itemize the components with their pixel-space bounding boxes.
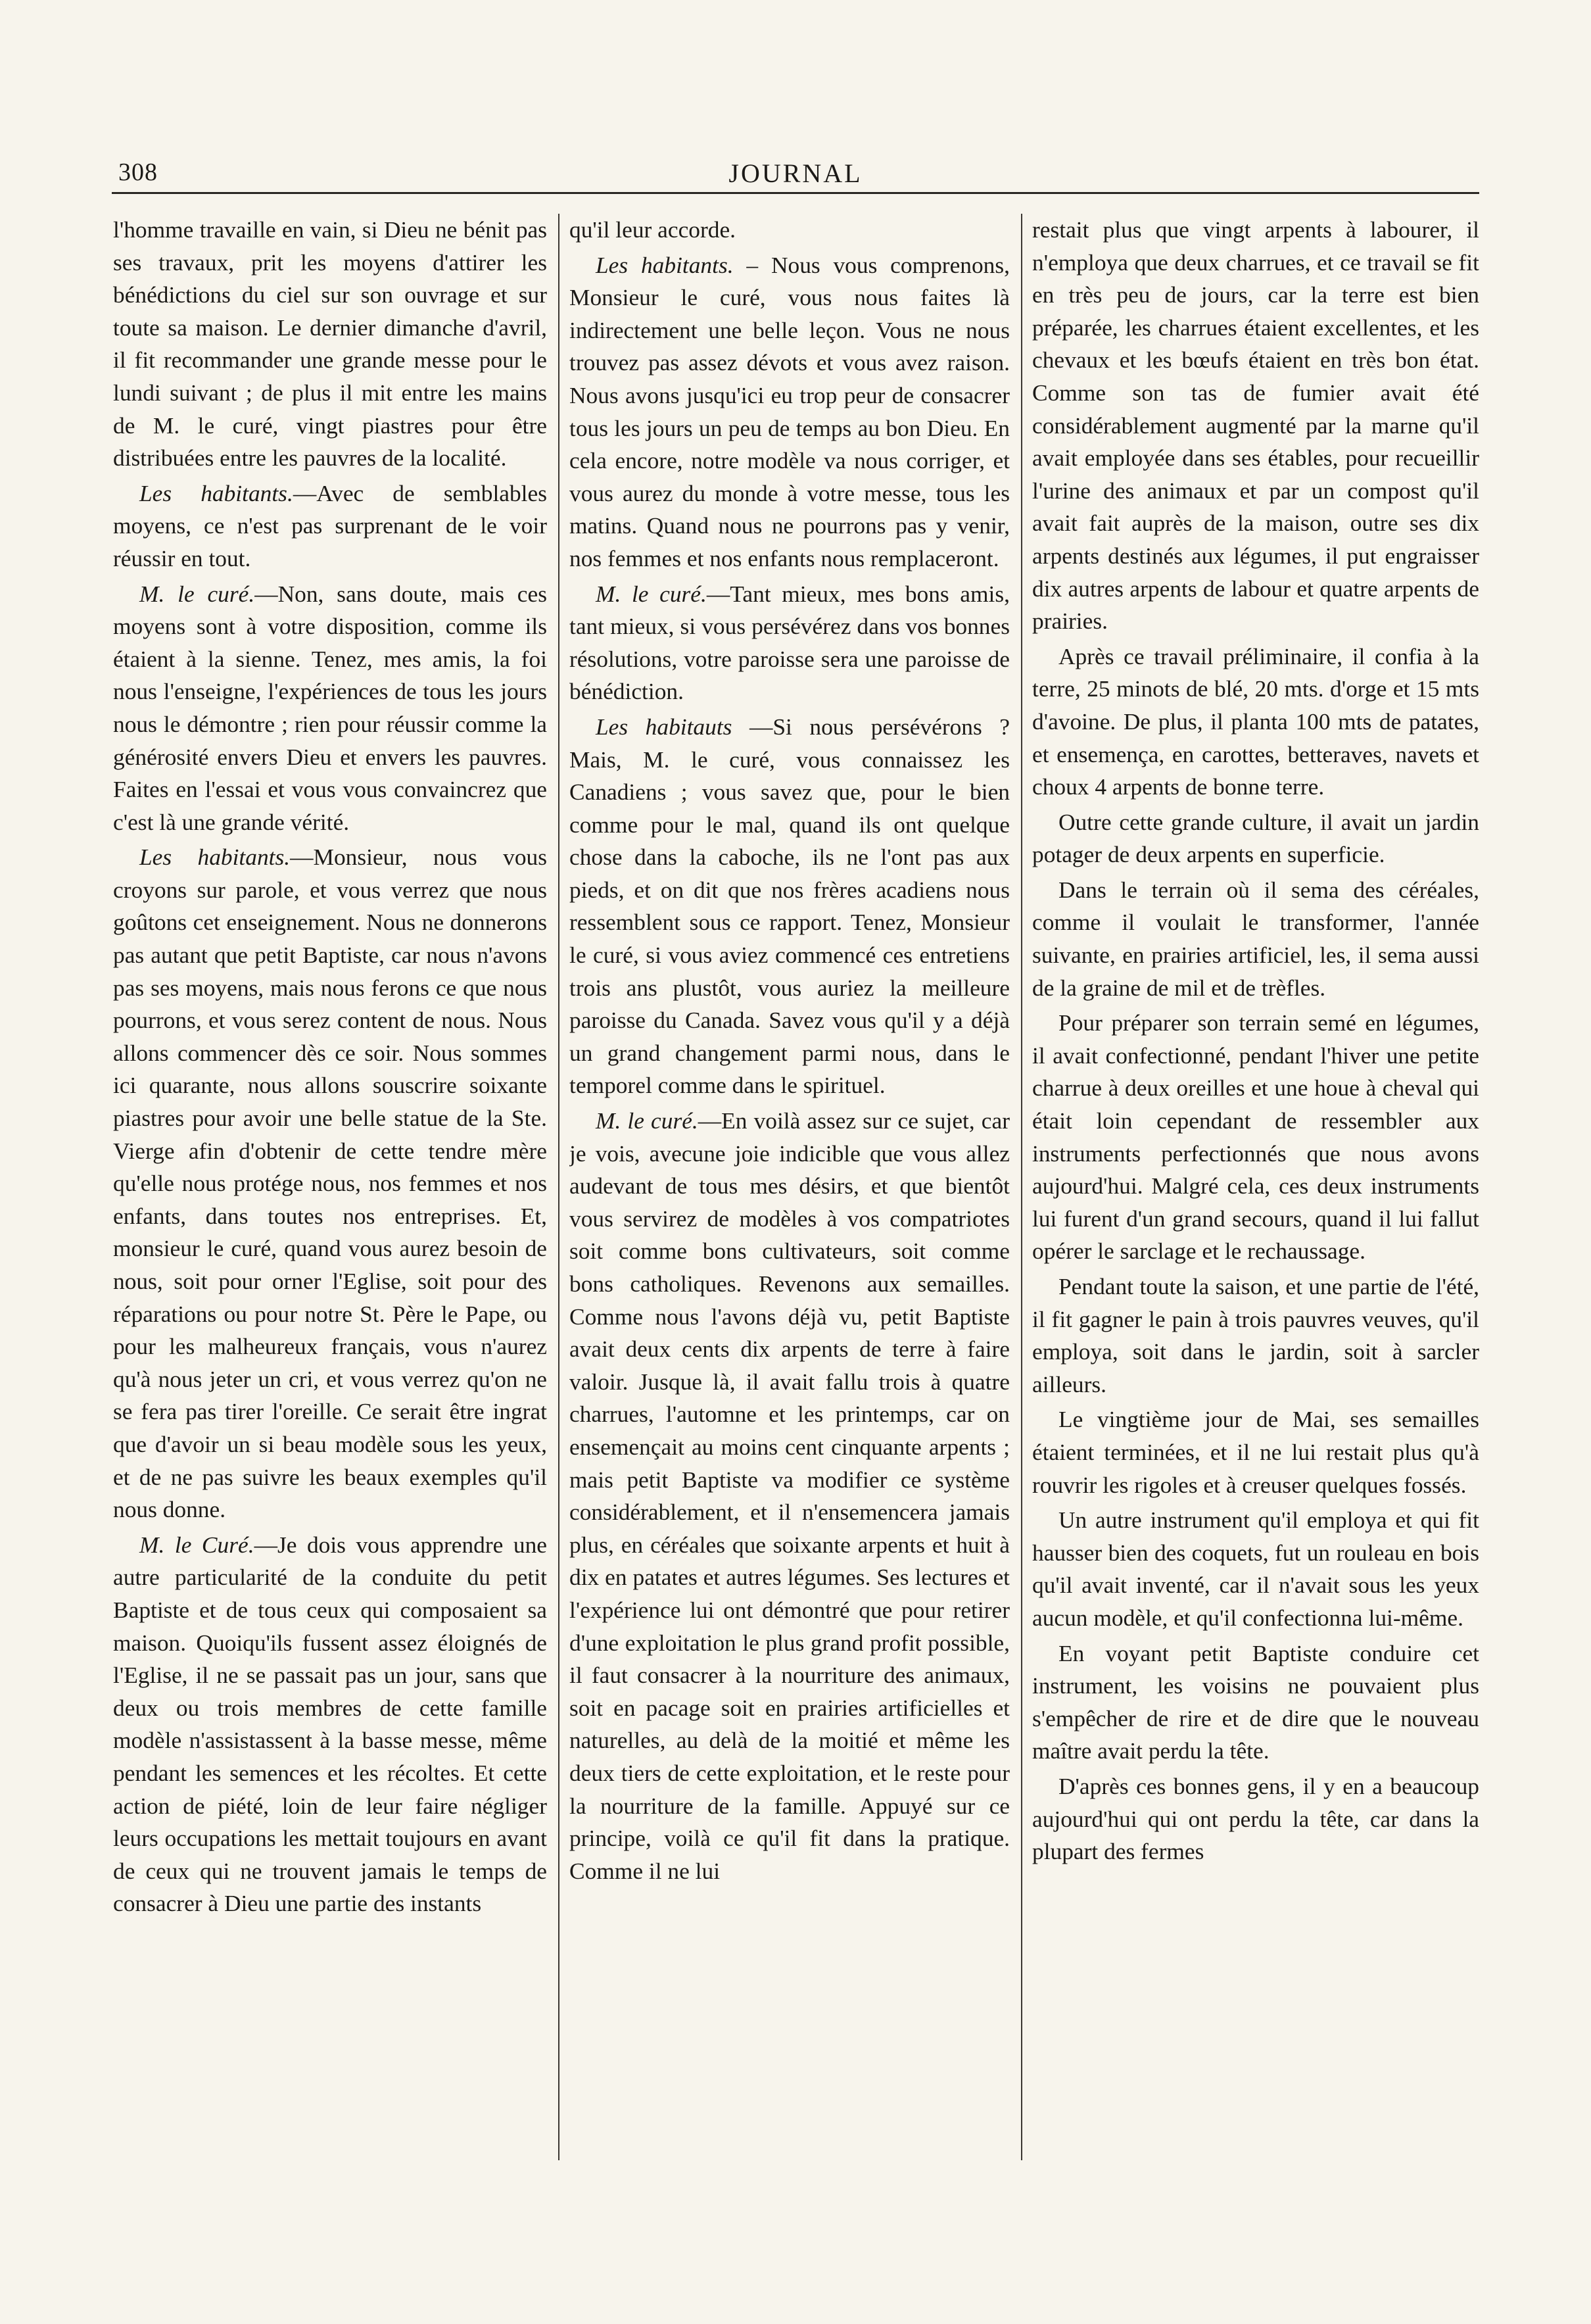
paragraph xyxy=(113,1529,547,1920)
paragraph xyxy=(569,214,1010,247)
running-title: JOURNAL xyxy=(728,158,863,188)
paragraph xyxy=(1032,1007,1479,1268)
paragraph-text: qu'il leur accorde. xyxy=(569,216,736,243)
paragraph xyxy=(569,711,1010,1102)
paragraph xyxy=(1032,214,1479,638)
speaker-label: M. le curé. xyxy=(139,580,255,607)
paragraph xyxy=(1032,641,1479,804)
paragraph xyxy=(1032,1637,1479,1768)
paragraph-text: l'homme travaille en vain, si Dieu ne bénit pas ses travaux, prit les moyens d'attirer les bénédictions du ciel sur son ouvrage et sur toute sa maison. Le dernier dimanche d'avril, il fit recommander une grande messe pour le lundi suivant ; de plus il mit entre les mains de M. le curé, vingt piastres pour être distribuées entre les pauvres de la localité. xyxy=(113,216,547,472)
speaker-label: M. le curé. xyxy=(596,580,707,607)
paragraph-text: Outre cette grande culture, il avait un jardin potager de deux arpents en superficie. xyxy=(1032,808,1479,868)
speaker-label: Les habitants. xyxy=(139,479,293,506)
paragraph xyxy=(113,214,547,475)
paragraph-text: —En voilà assez sur ce sujet, car je vois, avecune joie indicible que vous allez audevant de tous mes désirs, et que bientôt vous servirez de modèles à vos compatriotes soit comme bons cultivateurs, soit comme bons catholiques. Revenons aux semailles. Comme nous l'avons déjà vu, petit Baptiste avait deux cents dix arpents de terre à faire valoir. Jusque là, il avait fallu trois à quatre charrues, l'automne et les printemps, car on ensemençait au moins cent cinquante arpents ; mais petit Baptiste va modifier ce système considérablement, et il n'ensemencera jamais plus, en céréales que soixante arpents et huit à dix en patates et autres légumes. Ses lectures et l'expérience lui ont démontré que pour retirer d'une exploitation le plus grand profit possible, il faut consacrer à la nourriture des animaux, soit en pacage soit en prairies artificielles et naturelles, au delà de la moitié et même les deux tiers de cette exploitation, et le reste pour la nourriture de la famille. Appuyé sur ce principe, voilà ce qu'il fit dans la pratique. Comme il ne lui xyxy=(569,1107,1010,1884)
paragraph xyxy=(113,578,547,839)
text-column-3 xyxy=(1032,214,1479,2187)
paragraph xyxy=(569,249,1010,575)
paragraph-text: —Tant mieux, mes bons amis, tant mieux, si vous persévérez dans vos bonnes résolutions, votre paroisse sera une paroisse de bénédiction. xyxy=(569,580,1010,705)
paragraph-text: Un autre instrument qu'il employa et qui fit hausser bien des coquets, fut un rouleau en bois qu'il avait inventé, car il n'avait sous les yeux aucun modèle, et qu'il confectionna lui-même. xyxy=(1032,1507,1479,1631)
header-rule xyxy=(112,192,1479,194)
speaker-label: Les habitauts xyxy=(596,713,732,740)
speaker-label: Les habitants. xyxy=(596,251,734,278)
paragraph-text: —Avec de semblables moyens, ce n'est pas surprenant de le voir réussir en tout. xyxy=(113,479,547,571)
speaker-label: M. le curé. xyxy=(596,1107,698,1134)
paragraph xyxy=(1032,1504,1479,1634)
paragraph-text: Le vingtième jour de Mai, ses semailles étaient terminées, et il ne lui restait plus qu'à rouvrir les rigoles et à creuser quelques fossés. xyxy=(1032,1406,1479,1498)
paragraph-text: —Non, sans doute, mais ces moyens sont à votre disposition, comme ils étaient à la sienne. Tenez, mes amis, la foi nous l'enseigne, l'expériences de tous les jours nous le démontre ; rien pour réussir comme la générosité envers Dieu et envers les pauvres. Faites en l'essai et vous vous convaincrez que c'est là une grande vérité. xyxy=(113,580,547,835)
page-header xyxy=(112,158,1479,197)
paragraph-text: —Je dois vous apprendre une autre particularité de la conduite du petit Baptiste et de tous ceux qui composaient sa maison. Quoiqu'ils fussent assez éloignés de l'Eglise, il ne se passait pas un jour, sans que deux ou trois membres de cette famille modèle n'assistassent à la basse messe, même pendant les semences et les récoltes. Et cette action de piété, loin de leur faire négliger leurs occupations les mettait toujours en avant de ceux qui ne trouvent jamais le temps de consacrer à Dieu une partie des instants xyxy=(113,1531,547,1917)
paragraph xyxy=(1032,1770,1479,1868)
column-divider xyxy=(558,214,559,2160)
paragraph xyxy=(1032,1271,1479,1401)
paragraph-text: D'après ces bonnes gens, il y en a beaucoup aujourd'hui qui ont perdu la tête, car dans la plupart des fermes xyxy=(1032,1772,1479,1865)
paragraph xyxy=(569,578,1010,708)
column-divider xyxy=(1021,214,1022,2160)
paragraph xyxy=(1032,874,1479,1004)
paragraph-text: Pendant toute la saison, et une partie de l'été, il fit gagner le pain à trois pauvres veuves, qu'il employa, soit dans le jardin, soit à sarcler ailleurs. xyxy=(1032,1273,1479,1397)
paragraph-text: Pour préparer son terrain semé en légumes, il avait confectionné, pendant l'hiver une petite charrue à deux oreilles et une houe à cheval qui était loin cependant de ressembler aux instruments perfectionnés que nous avons aujourd'hui. Malgré cela, ces deux instruments lui furent d'un grand secours, quand il lui fallut opérer le sarclage et le rechaussage. xyxy=(1032,1009,1479,1265)
speaker-label: M. le Curé. xyxy=(139,1531,254,1558)
paragraph-text: – Nous vous comprenons, Monsieur le curé, vous nous faites là indirectement une belle leçon. Vous ne nous trouvez pas assez dévots et vous avez raison. Nous avons jusqu'ici eu trop peur de consacrer tous les jours un peu de temps au bon Dieu. En cela encore, notre modèle va nous corriger, et vous aurez du monde à votre messe, tous les matins. Quand nous ne pourrons pas y venir, nos femmes et nos enfants nous remplaceront. xyxy=(569,251,1010,571)
paragraph-text: Après ce travail préliminaire, il confia à la terre, 25 minots de blé, 20 mts. d'orge et 15 mts d'avoine. De plus, il planta 100 mts de patates, et ensemença, en carottes, betteraves, navets et choux 4 arpents de bonne terre. xyxy=(1032,642,1479,800)
paragraph xyxy=(113,841,547,1526)
paragraph xyxy=(569,1105,1010,1887)
page-number: 308 xyxy=(118,158,158,186)
paragraph-text: restait plus que vingt arpents à labourer, il n'employa que deux charrues, et ce travail se fit en très peu de jours, car la terre est bien préparée, les charrues étaient excellentes, et les chevaux et les bœufs étaient en très bon état. Comme son tas de fumier avait été considérablement augmenté par la marne qu'il avait employée dans ses étables, pour recueillir l'urine des animaux et par un compost qu'il avait fait auprès de la maison, outre ses dix arpents destinés aux légumes, il put engraisser dix autres arpents de labour et quatre arpents de prairies. xyxy=(1032,216,1479,635)
paragraph xyxy=(113,477,547,575)
paragraph-text: —Monsieur, nous vous croyons sur parole, et vous verrez que nous goûtons cet enseignement. Nous ne donnerons pas autant que petit Baptiste, car nous n'avons pas ses moyens, mais nous ferons ce que nous pourrons, et vous serez content de nous. Nous allons commencer dès ce soir. Nous sommes ici quarante, nous allons souscrire soixante piastres pour avoir une belle statue de la Ste. Vierge afin d'obtenir de cette tendre mère qu'elle nous protége nous, nos femmes et nos enfants, dans toutes nos entreprises. Et, monsieur le curé, quand vous aurez besoin de nous, soit pour orner l'Eglise, soit pour des réparations ou pour notre St. Père le Pape, ou pour les malheureux français, vous n'aurez qu'à nous jeter un cri, et vous verrez qu'on ne se fera pas tirer l'oreille. Ce serait être ingrat que d'avoir un si beau modèle sous les yeux, et de ne pas suivre les beaux exemples qu'il nous donne. xyxy=(113,844,547,1523)
speaker-label: Les habitants. xyxy=(139,844,291,871)
paragraph xyxy=(1032,1403,1479,1501)
paragraph-text: Dans le terrain où il sema des céréales, comme il voulait le transformer, l'année suivante, en prairies artificiel, les, il sema aussi de la graine de mil et de trèfles. xyxy=(1032,876,1479,1001)
paragraph-text: En voyant petit Baptiste conduire cet instrument, les voisins ne pouvaient plus s'empêcher de rire et de dire que le nouveau maître avait perdu la tête. xyxy=(1032,1639,1479,1764)
text-column-2 xyxy=(569,214,1010,2187)
paragraph xyxy=(1032,806,1479,871)
text-column-1 xyxy=(113,214,547,2187)
paragraph-text: —Si nous persévérons ? Mais, M. le curé, vous connaissez les Canadiens ; vous savez que, pour le bien comme pour le mal, quand ils ont quelque chose dans la caboche, ils ne l'ont pas aux pieds, et on dit que nos frères acadiens nous ressemblent sous ce rapport. Tenez, Monsieur le curé, si vous aviez commencé ces entretiens trois ans plustôt, vous auriez la meilleure paroisse du Canada. Savez vous qu'il y a déjà un grand changement parmi nous, dans le temporel comme dans le spirituel. xyxy=(569,713,1010,1099)
